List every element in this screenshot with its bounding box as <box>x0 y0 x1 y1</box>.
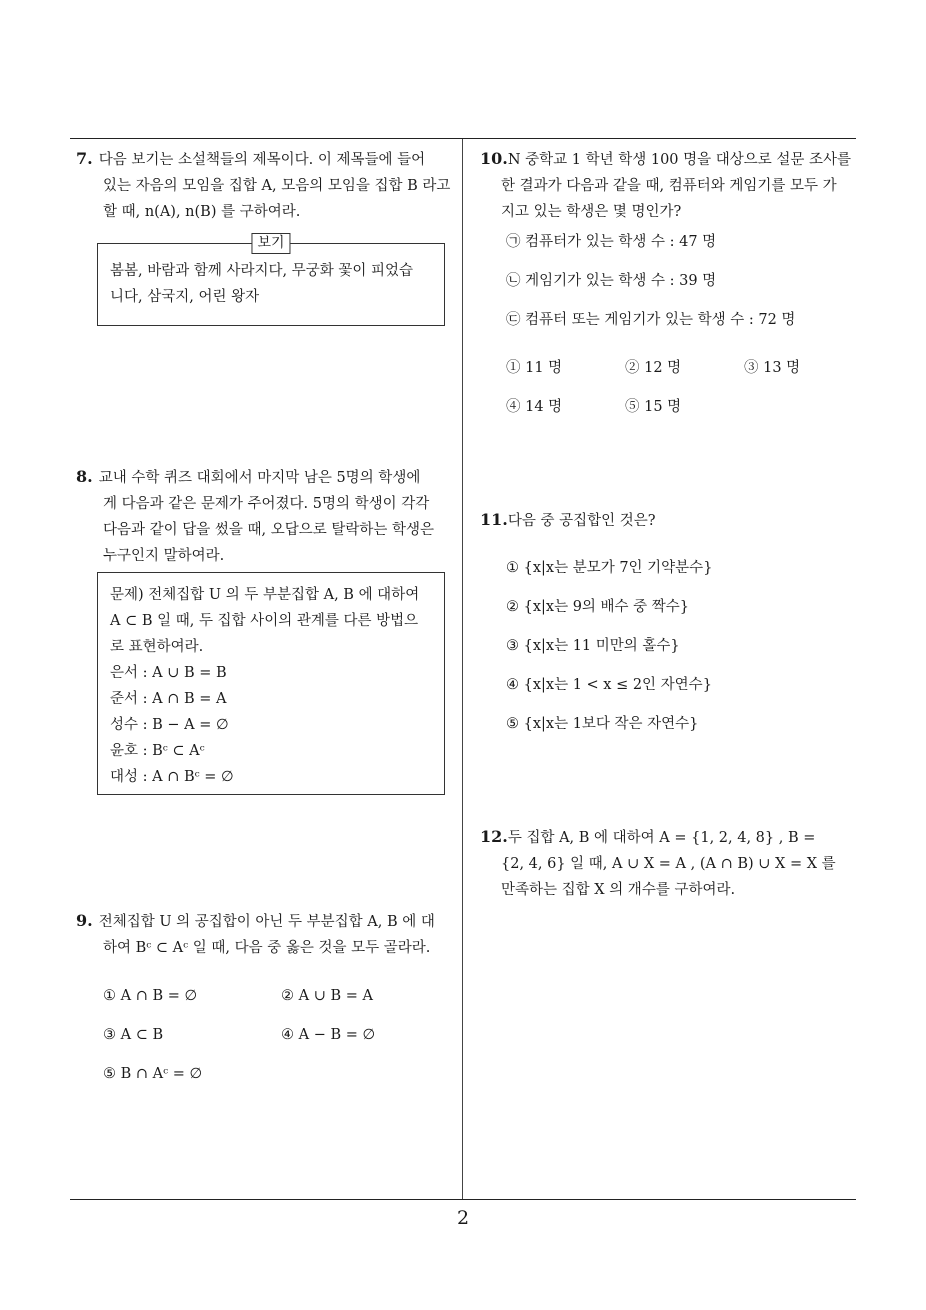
answer-option: ⑤ 15 명 <box>625 399 682 415</box>
column-divider <box>462 139 463 1199</box>
question-text-line: 다음과 같이 답을 썼을 때, 오답으로 탈락하는 학생은 <box>103 522 435 538</box>
question-9 <box>76 908 458 961</box>
student-answer: 성수 : B − A = ∅ <box>110 717 229 733</box>
answer-option: ④ {x|x는 1 < x ≤ 2인 자연수} <box>506 677 712 693</box>
question-11 <box>480 507 860 534</box>
question-text-line: 한 결과가 다음과 같을 때, 컴퓨터와 게임기를 모두 가 <box>501 178 837 194</box>
answer-option: ④ A − B = ∅ <box>281 1027 376 1043</box>
example-box-line: 니다, 삼국지, 어린 왕자 <box>110 289 260 305</box>
question-text-line: 지고 있는 학생은 몇 명인가? <box>501 204 682 220</box>
question-text-line: 교내 수학 퀴즈 대회에서 마지막 남은 5명의 학생에 <box>98 470 421 486</box>
student-answer: 준서 : A ∩ B = A <box>110 691 227 707</box>
example-box <box>97 235 445 326</box>
example-box-label: 보기 <box>251 233 290 254</box>
condition-item: ㉠ 컴퓨터가 있는 학생 수 : 47 명 <box>506 234 717 250</box>
problem-box-line: A ⊂ B 일 때, 두 집합 사이의 관계를 다른 방법으 <box>110 613 419 629</box>
answer-option: ④ 14 명 <box>506 399 563 415</box>
top-rule <box>70 138 856 139</box>
question-number: 11. <box>480 510 508 529</box>
example-box-line: 봄봄, 바람과 함께 사라지다, 무궁화 꽃이 피었습 <box>110 263 414 279</box>
problem-box <box>97 572 445 795</box>
answer-option: ③ {x|x는 11 미만의 홀수} <box>506 638 680 654</box>
question-number: 10. <box>480 149 508 168</box>
condition-item: ㉡ 게임기가 있는 학생 수 : 39 명 <box>506 273 717 289</box>
question-7 <box>76 146 458 225</box>
answer-option: ② 12 명 <box>625 360 682 376</box>
answer-option: ③ 13 명 <box>744 360 801 376</box>
answer-option: ① 11 명 <box>506 360 563 376</box>
question-text-line: {2, 4, 6} 일 때, A ∪ X = A , (A ∩ B) ∪ X = X 를 <box>501 856 836 872</box>
answer-option: ⑤ B ∩ Aᶜ = ∅ <box>103 1066 203 1082</box>
answer-option: ⑤ {x|x는 1보다 작은 자연수} <box>506 716 699 732</box>
question-text-line: 만족하는 집합 X 의 개수를 구하여라. <box>501 882 736 898</box>
condition-item: ㉢ 컴퓨터 또는 게임기가 있는 학생 수 : 72 명 <box>506 312 796 328</box>
question-text-line: 있는 자음의 모임을 집합 A, 모음의 모임을 집합 B 라고 <box>103 178 451 194</box>
answer-option: ② {x|x는 9의 배수 중 짝수} <box>506 599 690 615</box>
question-text-line: 두 집합 A, B 에 대하여 A = {1, 2, 4, 8} , B = <box>507 830 816 846</box>
question-10 <box>480 146 860 225</box>
answer-option: ① A ∩ B = ∅ <box>103 988 198 1004</box>
answer-option: ① {x|x는 분모가 7인 기약분수} <box>506 560 713 576</box>
question-number: 7. <box>76 149 93 168</box>
question-text-line: 다음 보기는 소설책들의 제목이다. 이 제목들에 들어 <box>98 152 426 168</box>
answer-option: ② A ∪ B = A <box>281 988 373 1004</box>
question-number: 9. <box>76 911 93 930</box>
student-answer: 윤호 : Bᶜ ⊂ Aᶜ <box>110 743 205 759</box>
bottom-rule <box>70 1199 856 1200</box>
problem-box-line: 문제) 전체집합 U 의 두 부분집합 A, B 에 대하여 <box>110 587 420 603</box>
student-answer: 대성 : A ∩ Bᶜ = ∅ <box>110 769 234 785</box>
question-text-line: 할 때, n(A), n(B) 를 구하여라. <box>103 204 301 220</box>
problem-box-line: 로 표현하여라. <box>110 639 204 655</box>
answer-option: ③ A ⊂ B <box>103 1027 164 1043</box>
question-text-line: N 중학교 1 학년 학생 100 명을 대상으로 설문 조사를 <box>507 152 852 168</box>
question-text-line: 전체집합 U 의 공집합이 아닌 두 부분집합 A, B 에 대 <box>98 914 435 930</box>
question-text-line: 하여 Bᶜ ⊂ Aᶜ 일 때, 다음 중 옳은 것을 모두 골라라. <box>103 940 431 956</box>
question-text-line: 게 다음과 같은 문제가 주어졌다. 5명의 학생이 각각 <box>103 496 430 512</box>
question-text-line: 누구인지 말하여라. <box>103 548 225 564</box>
question-text-line: 다음 중 공집합인 것은? <box>507 513 656 529</box>
student-answer: 은서 : A ∪ B = B <box>110 665 227 681</box>
question-12 <box>480 824 860 903</box>
question-8 <box>76 464 458 569</box>
question-number: 12. <box>480 827 508 846</box>
question-number: 8. <box>76 467 93 486</box>
page-number: 2 <box>456 1207 470 1229</box>
